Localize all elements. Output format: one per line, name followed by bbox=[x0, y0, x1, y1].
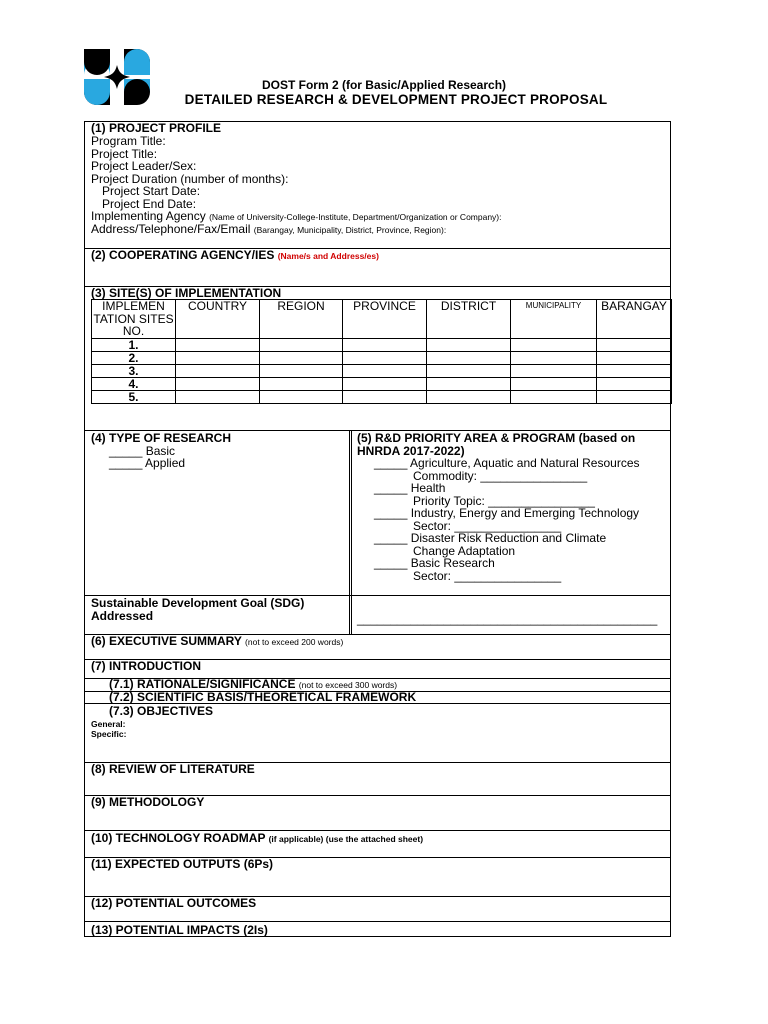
cell-country[interactable] bbox=[176, 365, 260, 378]
disaster-option-line2: Change Adaptation bbox=[413, 544, 516, 558]
sites-heading: (3) SITE(S) OF IMPLEMENTATION bbox=[91, 286, 282, 300]
cell-country[interactable] bbox=[176, 339, 260, 352]
site-number: 4. bbox=[92, 378, 176, 391]
cell-region[interactable] bbox=[260, 352, 343, 365]
cell-region[interactable] bbox=[260, 365, 343, 378]
cell-municipality[interactable] bbox=[511, 378, 597, 391]
cell-municipality[interactable] bbox=[511, 365, 597, 378]
sites-table bbox=[91, 299, 672, 404]
sdg-label-2: Addressed bbox=[91, 609, 154, 623]
col-barangay: BARANGAY bbox=[597, 300, 672, 339]
roadmap-heading: (10) TECHNOLOGY ROADMAP (if applicable) (use the attached sheet) bbox=[91, 831, 424, 845]
cell-region[interactable] bbox=[260, 339, 343, 352]
priority-area-heading: (5) R&D PRIORITY AREA & PROGRAM (based on bbox=[357, 431, 636, 445]
cell-barangay[interactable] bbox=[597, 339, 672, 352]
research-type-heading: (4) TYPE OF RESEARCH bbox=[91, 431, 232, 445]
methodology-heading: (9) METHODOLOGY bbox=[91, 795, 205, 809]
cell-province[interactable] bbox=[343, 365, 427, 378]
scientific-basis-heading: (7.2) SCIENTIFIC BASIS/THEORETICAL FRAMEWORK bbox=[109, 690, 417, 704]
address-note: (Barangay, Municipality, District, Province, Region): bbox=[253, 225, 447, 235]
expected-outputs-heading: (11) EXPECTED OUTPUTS (6Ps) bbox=[91, 857, 274, 871]
cell-municipality[interactable] bbox=[511, 391, 597, 404]
cell-district[interactable] bbox=[427, 365, 511, 378]
potential-impacts-heading: (13) POTENTIAL IMPACTS (2Is) bbox=[91, 923, 268, 937]
specific-label: Specific: bbox=[91, 729, 127, 739]
basic-option[interactable]: _____ Basic bbox=[109, 444, 176, 458]
proposal-form bbox=[84, 121, 671, 937]
priority-topic-field[interactable]: Priority Topic: ________________ bbox=[413, 494, 595, 508]
executive-summary-heading: (6) EXECUTIVE SUMMARY (not to exceed 200 words) bbox=[91, 634, 344, 648]
cell-barangay[interactable] bbox=[597, 365, 672, 378]
implementing-agency-note: (Name of University-College-Institute, Department/Organization or Company): bbox=[209, 212, 502, 222]
table-row bbox=[92, 391, 672, 404]
general-label: General: bbox=[91, 719, 126, 729]
introduction-heading: (7) INTRODUCTION bbox=[91, 659, 201, 673]
review-heading: (8) REVIEW OF LITERATURE bbox=[91, 762, 255, 776]
table-row bbox=[92, 352, 672, 365]
health-option[interactable]: _____ Health bbox=[374, 481, 446, 495]
col-country: COUNTRY bbox=[176, 300, 260, 339]
sector-field-1[interactable]: Sector: ________________ bbox=[413, 519, 562, 533]
agriculture-option[interactable]: _____ Agriculture, Aquatic and Natural Resources bbox=[374, 456, 640, 470]
cell-country[interactable] bbox=[176, 378, 260, 391]
cooperating-agency-note: (Name/s and Address/es) bbox=[277, 251, 379, 261]
col-region: REGION bbox=[260, 300, 343, 339]
applied-option[interactable]: _____ Applied bbox=[109, 456, 186, 470]
address-label: Address/Telephone/Fax/Email (Barangay, Municipality, District, Province, Region): bbox=[91, 222, 447, 236]
col-implementation-sites: IMPLEMEN TATION SITES NO. bbox=[93, 299, 174, 338]
potential-outcomes-heading: (12) POTENTIAL OUTCOMES bbox=[91, 896, 257, 910]
cell-country[interactable] bbox=[176, 352, 260, 365]
cell-municipality[interactable] bbox=[511, 352, 597, 365]
project-title-label: Project Title: bbox=[91, 147, 158, 161]
cell-district[interactable] bbox=[427, 378, 511, 391]
document-title: DETAILED RESEARCH & DEVELOPMENT PROJECT PROPOSAL bbox=[184, 92, 608, 107]
rationale-heading: (7.1) RATIONALE/SIGNIFICANCE (not to exceed 300 words) bbox=[109, 677, 398, 691]
cell-region[interactable] bbox=[260, 378, 343, 391]
cell-province[interactable] bbox=[343, 352, 427, 365]
cell-barangay[interactable] bbox=[597, 378, 672, 391]
site-number: 2. bbox=[92, 352, 176, 365]
col-province: PROVINCE bbox=[343, 300, 427, 339]
cell-district[interactable] bbox=[427, 391, 511, 404]
table-row bbox=[92, 378, 672, 391]
disaster-option[interactable]: _____ Disaster Risk Reduction and Climate bbox=[374, 531, 607, 545]
sector-field-2[interactable]: Sector: ________________ bbox=[413, 569, 562, 583]
site-number: 1. bbox=[92, 339, 176, 352]
cell-region[interactable] bbox=[260, 391, 343, 404]
cell-district[interactable] bbox=[427, 352, 511, 365]
implementing-agency-label: Implementing Agency (Name of University-College-Institute, Department/Organization or Company): bbox=[91, 209, 502, 223]
commodity-field[interactable]: Commodity: ________________ bbox=[413, 469, 588, 483]
basic-research-option[interactable]: _____ Basic Research bbox=[374, 556, 495, 570]
sdg-label: Sustainable Development Goal (SDG) bbox=[91, 596, 305, 610]
cell-province[interactable] bbox=[343, 378, 427, 391]
site-number: 5. bbox=[92, 391, 176, 404]
program-title-label: Program Title: bbox=[91, 134, 166, 148]
cell-country[interactable] bbox=[176, 391, 260, 404]
cell-district[interactable] bbox=[427, 339, 511, 352]
cell-province[interactable] bbox=[343, 391, 427, 404]
roadmap-note: (if applicable) (use the attached sheet) bbox=[268, 834, 424, 844]
cell-municipality[interactable] bbox=[511, 339, 597, 352]
col-municipality: MUNICIPALITY bbox=[511, 300, 597, 339]
project-profile-heading: (1) PROJECT PROFILE bbox=[91, 121, 222, 135]
executive-summary-note: (not to exceed 200 words) bbox=[245, 637, 344, 647]
table-row bbox=[92, 365, 672, 378]
project-duration-label: Project Duration (number of months): bbox=[91, 172, 289, 186]
cell-barangay[interactable] bbox=[597, 352, 672, 365]
form-number: DOST Form 2 (for Basic/Applied Research) bbox=[261, 78, 507, 92]
priority-area-heading-2: HNRDA 2017-2022) bbox=[357, 444, 465, 458]
site-number: 3. bbox=[92, 365, 176, 378]
cooperating-agency-heading: (2) COOPERATING AGENCY/IES (Name/s and Address/es) bbox=[91, 248, 379, 262]
cell-province[interactable] bbox=[343, 339, 427, 352]
rationale-note: (not to exceed 300 words) bbox=[298, 680, 398, 690]
sdg-field[interactable]: _____________________________________________ bbox=[357, 612, 658, 626]
objectives-heading: (7.3) OBJECTIVES bbox=[109, 704, 214, 718]
end-date-label: Project End Date: bbox=[102, 197, 197, 211]
project-leader-label: Project Leader/Sex: bbox=[91, 159, 197, 173]
table-row bbox=[92, 339, 672, 352]
start-date-label: Project Start Date: bbox=[102, 184, 201, 198]
cell-barangay[interactable] bbox=[597, 391, 672, 404]
col-district: DISTRICT bbox=[427, 300, 511, 339]
industry-option[interactable]: _____ Industry, Energy and Emerging Technology bbox=[374, 506, 640, 520]
